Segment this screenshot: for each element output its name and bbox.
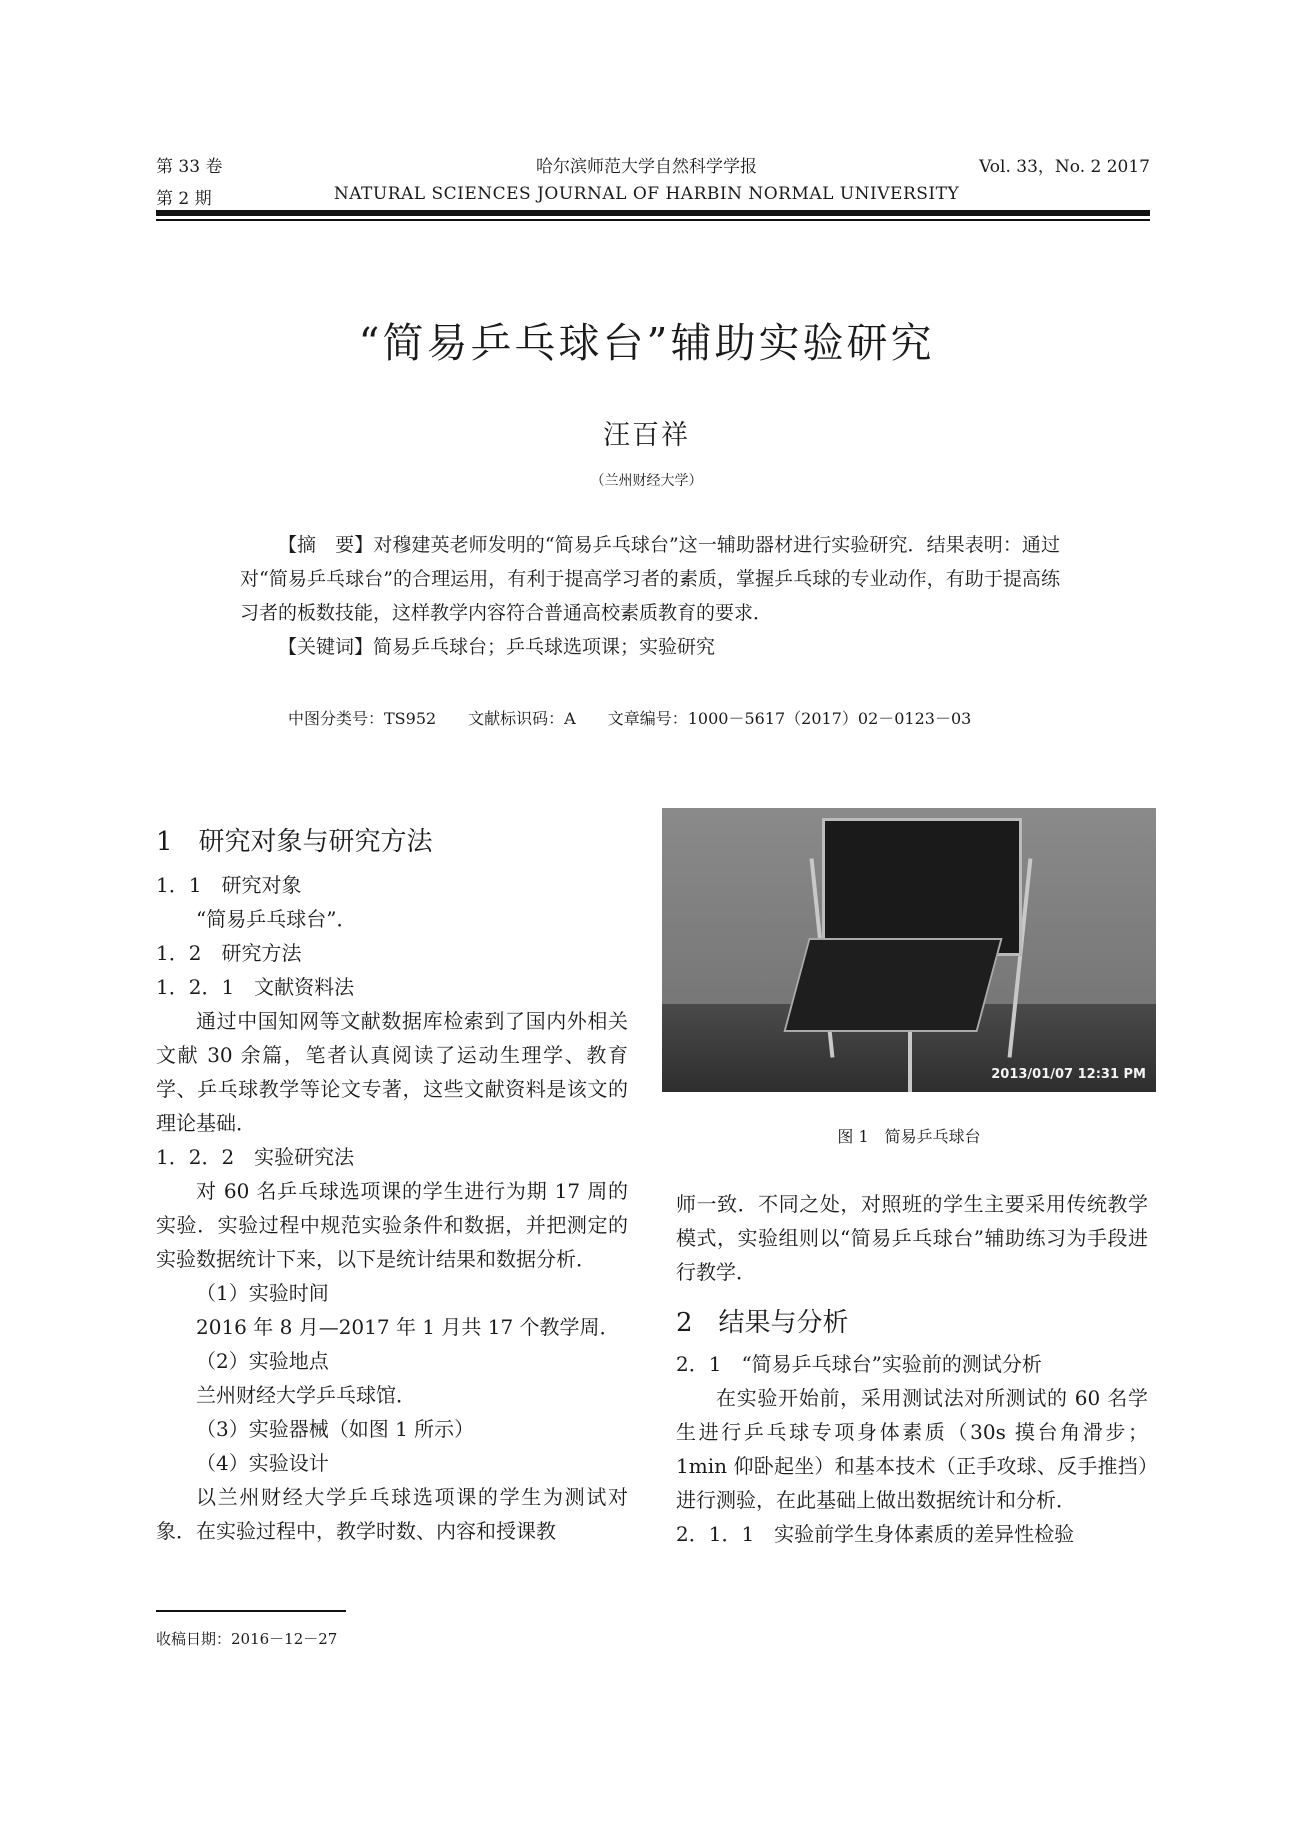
subsection-1-1-heading: 1．1 研究对象 [156, 873, 302, 897]
item-3-heading: （3）实验器械（如图 1 所示） [196, 1417, 475, 1441]
abstract [240, 528, 1060, 664]
subsection-1-1-text: “简易乒乓球台”． [196, 907, 357, 931]
subsection-1-2-2-heading: 1．2．2 实验研究法 [156, 1145, 355, 1169]
header-rule-thin [156, 219, 1150, 221]
subsection-2-1-1-heading: 2．1．1 实验前学生身体素质的差异性检验 [676, 1522, 1075, 1546]
item-2-text: 兰州财经大学乒乓球馆． [196, 1383, 416, 1407]
journal-title-cn: 哈尔滨师范大学自然科学学报 [536, 157, 757, 177]
subsection-1-2-1-text: 通过中国知网等文献数据库检索到了国内外相关文献 30 余篇，笔者认真阅读了运动生理学、教育学、乒乓球教学等论文专著，这些文献资料是该文的理论基础． [156, 1009, 628, 1135]
section-1-heading: 1 研究对象与研究方法 [156, 827, 433, 857]
item-4-heading: （4）实验设计 [196, 1451, 329, 1475]
continued-text: 师一致．不同之处，对照班的学生主要采用传统教学模式，实验组则以“简易乒乓球台”辅助练习为手段进行教学． [676, 1192, 1148, 1284]
subsection-1-2-2-text: 对 60 名乒乓球选项课的学生进行为期 17 周的实验．实验过程中规范实验条件和数据，并把测定的实验数据统计下来，以下是统计结果和数据分析． [156, 1179, 628, 1271]
left-column [156, 822, 628, 1548]
classification-line: 中图分类号：TS952 文献标识码：A 文章编号：1000－5617（2017）02－0123－03 [288, 709, 972, 728]
abstract-label: 【摘 要】 [278, 534, 374, 556]
photo-table-top [783, 938, 1002, 1032]
right-column [676, 1187, 1148, 1551]
volume-label: 第 33 卷 [156, 157, 223, 177]
item-1-heading: （1）实验时间 [196, 1281, 329, 1305]
footnote-rule [156, 1610, 346, 1612]
figure-1-photo [662, 808, 1156, 1092]
paper-title: “简易乒乓球台”辅助实验研究 [358, 319, 935, 367]
journal-title-en: NATURAL SCIENCES JOURNAL OF HARBIN NORMAL UNIVERSITY [333, 184, 960, 204]
received-date: 收稿日期：2016－12－27 [156, 1630, 338, 1648]
abstract-text: 对穆建英老师发明的“简易乒乓球台”这一辅助器材进行实验研究．结果表明：通过对“简易乒乓球台”的合理运用，有利于提高学习者的素质，掌握乒乓球的专业动作，有助于提高练习者的板数技能，这样教学内容符合普通高校素质教育的要求． [240, 534, 1060, 624]
subsection-1-2-heading: 1．2 研究方法 [156, 941, 302, 965]
keywords-text: 简易乒乓球台；乒乓球选项课；实验研究 [373, 636, 716, 658]
subsection-2-1-heading: 2．1 “简易乒乓球台”实验前的测试分析 [676, 1352, 1042, 1376]
affiliation: （兰州财经大学） [590, 473, 703, 489]
vol-no-year: Vol. 33，No. 2 2017 [979, 157, 1150, 177]
figure-1-caption: 图 1 简易乒乓球台 [837, 1127, 981, 1146]
author: 汪百祥 [603, 420, 690, 451]
issue-label: 第 2 期 [156, 189, 212, 209]
section-2-heading: 2 结果与分析 [676, 1308, 849, 1338]
photo-backboard [822, 818, 1022, 956]
photo-timestamp: 2013/01/07 12:31 PM [991, 1067, 1146, 1082]
item-1-text: 2016 年 8 月—2017 年 1 月共 17 个教学周． [196, 1315, 620, 1339]
header-rule-thick [156, 210, 1150, 216]
subsection-2-1-text: 在实验开始前，采用测试法对所测试的 60 名学生进行乒乓球专项身体素质（30s 摸台角滑步；1min 仰卧起坐）和基本技术（正手攻球、反手推挡）进行测验，在此基础上做出数据统计和分析． [676, 1386, 1148, 1512]
item-4-text: 以兰州财经大学乒乓球选项课的学生为测试对象．在实验过程中，教学时数、内容和授课教 [156, 1485, 628, 1543]
keywords-label: 【关键词】 [278, 636, 374, 658]
item-2-heading: （2）实验地点 [196, 1349, 329, 1373]
subsection-1-2-1-heading: 1．2．1 文献资料法 [156, 975, 355, 999]
